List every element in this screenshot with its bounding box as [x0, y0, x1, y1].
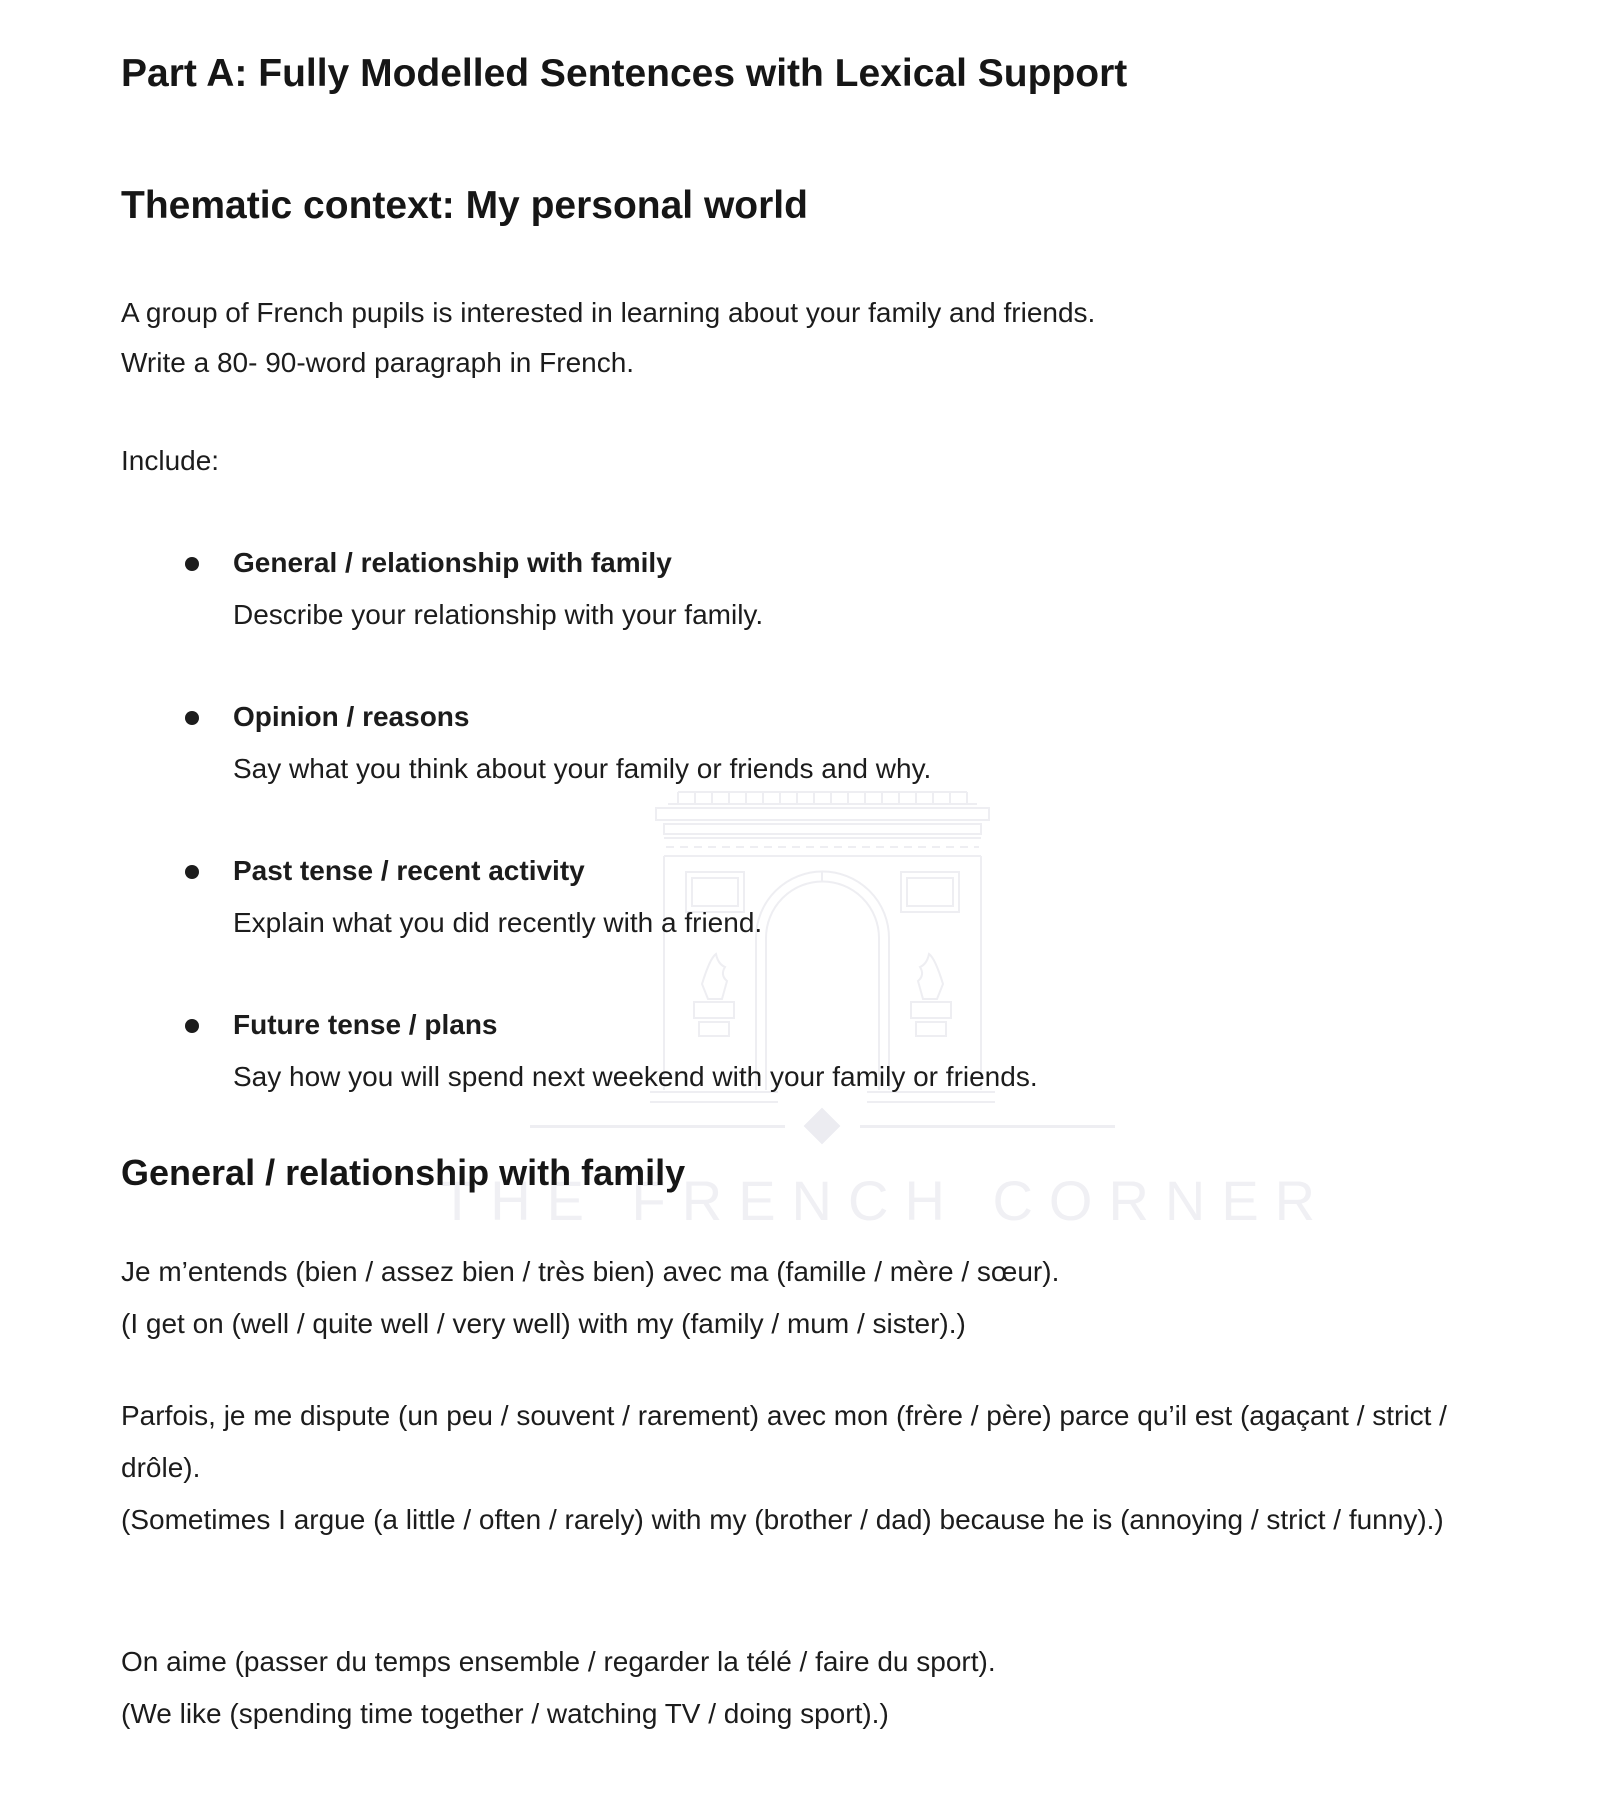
bullet-icon: [185, 711, 199, 725]
task-intro-line-2: Write a 80- 90-word paragraph in French.: [121, 347, 635, 378]
list-item: [121, 537, 1501, 641]
english-translation: (I get on (well / quite well / very well) with my (family / mum / sister).): [121, 1308, 966, 1339]
watermark-diamond-icon: [804, 1108, 841, 1145]
bullet-title: General / relationship with family: [233, 547, 672, 578]
include-label: Include:: [121, 445, 220, 476]
bullet-title: Past tense / recent activity: [233, 855, 585, 886]
bullet-icon: [185, 1019, 199, 1033]
bullet-icon: [185, 865, 199, 879]
list-item: [121, 691, 1501, 795]
section-heading: General / relationship with family: [121, 1152, 686, 1193]
list-item: [121, 999, 1501, 1103]
bullet-desc: Describe your relationship with your family.: [233, 599, 764, 630]
watermark-right-rule: [860, 1125, 1115, 1128]
english-translation: (Sometimes I argue (a little / often / rarely) with my (brother / dad) because he is (annoying / strict / funny).): [121, 1504, 1444, 1535]
bullet-desc: Say what you think about your family or friends and why.: [233, 753, 932, 784]
include-list: [121, 537, 1501, 1103]
bullet-icon: [185, 557, 199, 571]
bullet-desc: Say how you will spend next weekend with your family or friends.: [233, 1061, 1038, 1092]
french-sentence: On aime (passer du temps ensemble / regarder la télé / faire du sport).: [121, 1646, 996, 1677]
model-sentence: [121, 1246, 1486, 1350]
french-sentence: Je m’entends (bien / assez bien / très bien) avec ma (famille / mère / sœur).: [121, 1256, 1060, 1287]
bullet-title: Opinion / reasons: [233, 701, 470, 732]
model-sentence: [121, 1390, 1486, 1546]
thematic-context-heading: Thematic context: My personal world: [121, 184, 808, 227]
french-sentence: Parfois, je me dispute (un peu / souvent / rarement) avec mon (frère / père) parce qu’il est (agaçant / strict / drôle).: [121, 1400, 1447, 1483]
model-sentence: [121, 1636, 1486, 1740]
watermark-text: THE FRENCH CORNER: [440, 1169, 1332, 1232]
english-translation: (We like (spending time together / watching TV / doing sport).): [121, 1698, 889, 1729]
bullet-desc: Explain what you did recently with a friend.: [233, 907, 763, 938]
watermark-left-rule: [530, 1125, 785, 1128]
bullet-title: Future tense / plans: [233, 1009, 498, 1040]
task-intro: [121, 288, 1486, 388]
list-item: [121, 845, 1501, 949]
page-title: Part A: Fully Modelled Sentences with Lexical Support: [121, 52, 1128, 95]
task-intro-line-1: A group of French pupils is interested in learning about your family and friends.: [121, 297, 1096, 328]
